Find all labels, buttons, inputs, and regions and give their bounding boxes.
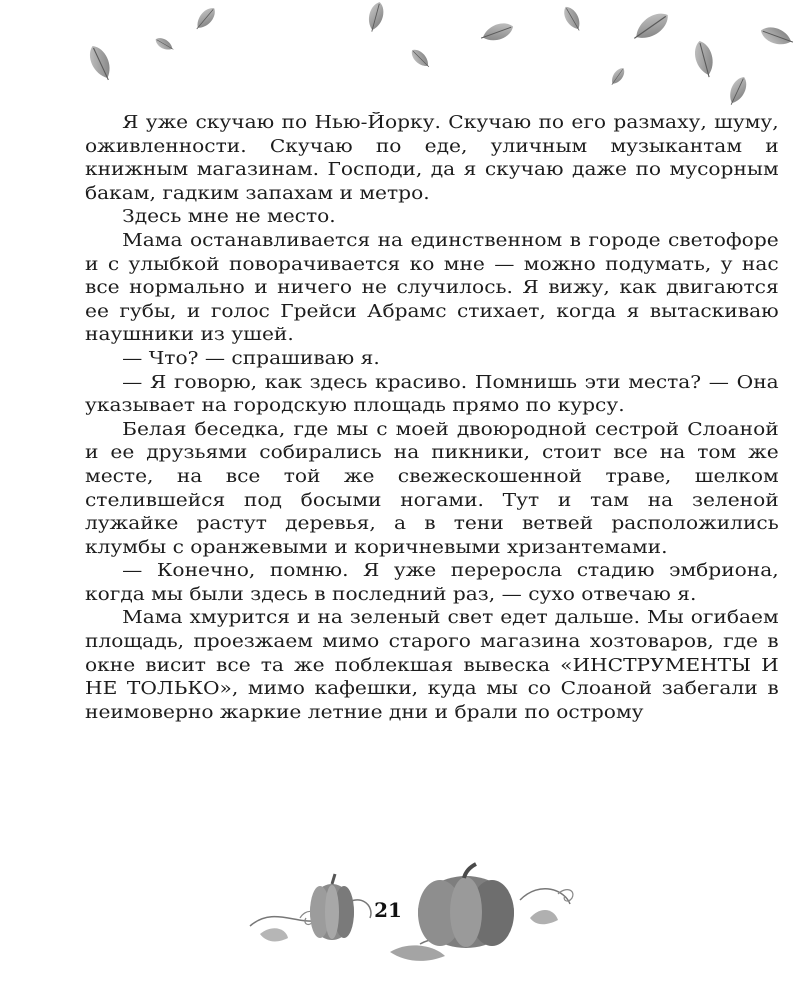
paragraph: Я уже скучаю по Нью-Йорку. Скучаю по его размаху, шуму, оживленности. Скучаю по еде, уличным музыкантам и книжным магазинам. Господи, да я скучаю даже по мусорным бакам, гадким запахам и метро. xyxy=(85,113,779,204)
paragraph: Здесь мне не место. xyxy=(122,207,336,228)
paragraph: Мама останавливается на единственном в городе светофоре и с улыбкой поворачивается ко мне — можно подумать, у нас все нормально и ничего не случилось. Я вижу, как двигаются ее губы, и голос Грейси Абрамс стихает, когда я вытаскиваю наушники из ушей. xyxy=(85,230,779,346)
paragraph: — Я говорю, как здесь красиво. Помнишь эти места? — Она указывает на городскую площадь прямо по курсу. xyxy=(85,372,779,417)
paragraph: — Конечно, помню. Я уже переросла стадию эмбриона, когда мы были здесь в последний раз, — сухо отвечаю я. xyxy=(85,561,779,605)
leaf-icon xyxy=(629,8,673,46)
leaf-icon xyxy=(408,46,432,70)
page-number: 21 xyxy=(374,898,402,922)
falling-leaves-decoration xyxy=(0,0,800,110)
leaf-icon xyxy=(758,23,795,49)
leaf-icon xyxy=(85,43,116,84)
paragraph: Мама хмурится и на зеленый свет едет дальше. Мы огибаем площадь, проезжаем мимо старого магазина хозтоваров, где в окне висит все та же поблекшая вывеска «ИНСТРУМЕНТЫ И НЕ ТОЛЬКО», мимо кафешки, куда мы со Слоаной забегали в неимоверно жаркие летние дни и брали по острому xyxy=(85,608,779,723)
page-body xyxy=(85,112,779,725)
pumpkins-decoration xyxy=(240,860,600,980)
leaf-icon xyxy=(192,4,219,33)
leaf-icon xyxy=(479,19,516,45)
paragraph: — Что? — спрашиваю я. xyxy=(122,348,380,369)
leaf-icon xyxy=(725,74,750,107)
large-pumpkin-icon xyxy=(418,864,514,948)
leaf-icon xyxy=(691,39,717,79)
leaf-icon xyxy=(560,4,584,34)
leaf-icon xyxy=(365,0,386,33)
leaf-icon xyxy=(153,35,175,53)
small-pumpkin-icon xyxy=(310,874,354,940)
leaf-icon xyxy=(608,66,627,88)
paragraph: Белая беседка, где мы с моей двоюродной сестрой Слоаной и ее друзьями собирались на пикники, стоит все на том же месте, на все той же свежескошенной траве, шелком стелившейся под босыми ногами. Тут и там на зеленой лужайке растут деревья, а в тени ветвей расположились клумбы с оранжевыми и коричневыми хризантемами. xyxy=(85,419,779,558)
